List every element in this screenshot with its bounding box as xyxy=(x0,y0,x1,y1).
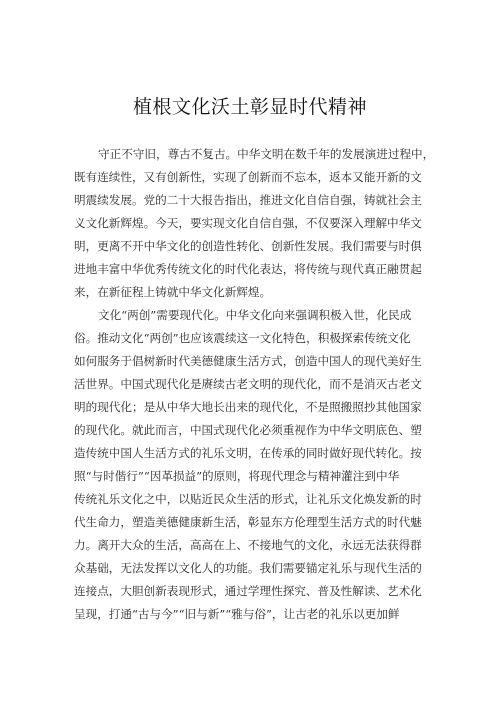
text-line: 文化“两创”需要现代化。中华文化向来强调积极入世，化民成 xyxy=(98,308,412,322)
text-line: 守正不守旧，尊古不复古。中华文明在数千年的发展演进过程中， xyxy=(98,147,435,161)
text-line: 造传统中国人生活方式的礼乐文明，在传承的同时做好现代转化。按 xyxy=(74,446,422,460)
text-line: 俗。推动文化“两创”也应该震续这一文化特色，积极探索传统文化 xyxy=(74,331,411,345)
text-line: 明的现代化；是从中华大地长出来的现代化，不是照搬照抄其他国家 xyxy=(74,400,422,414)
text-line: 进地丰富中华优秀传统文化的时代化表达，将传统与现代真正融贯起 xyxy=(74,262,422,276)
text-line: 代生命力，塑造美德健康新生活，彰显东方伦理型生活方式的时代魅 xyxy=(74,515,422,529)
text-line: 明，更离不开中华文化的创造性转化、创新性发展。我们需要与时俱 xyxy=(74,239,422,253)
text-line: 的现代化。就此而言，中国式现代化必须重视作为中华文明底色、塑 xyxy=(74,423,422,437)
text-line: 照“与时偕行”“因革损益”的原则，将现代理念与精神灌注到中华 xyxy=(74,469,400,483)
text-line: 义文化新辉煌。今天，要实现文化自信自强，不仅要深入理解中华文 xyxy=(74,216,422,230)
paragraph-2 xyxy=(74,304,444,626)
text-line: 既有连续性，又有创新性，实现了创新而不忘本，返本又能开新的文 xyxy=(74,170,422,184)
text-line: 传统礼乐文化之中，以贴近民众生活的形式，让礼乐文化焕发新的时 xyxy=(74,492,422,506)
text-line: 众基础，无法发挥以文化人的功能。我们需要锚定礼乐与现代生活的 xyxy=(74,561,422,575)
text-line: 来，在新征程上铸就中华文化新辉煌。 xyxy=(74,285,272,299)
text-line: 呈现，打通“古与今”“旧与新”“雅与俗”，让古老的礼乐以更加鲜 xyxy=(74,607,400,621)
text-line: 力。离开大众的生活，高高在上、不接地气的文化，永远无法获得群 xyxy=(74,538,422,552)
text-line: 如何服务于倡树新时代美德健康生活方式，创造中国人的现代美好生 xyxy=(74,354,422,368)
text-line: 连接点，大胆创新表现形式，通过学理性探究、普及性解读、艺术化 xyxy=(74,584,422,598)
text-line: 明震续发展。党的二十大报告指出，推进文化自信自强，铸就社会主 xyxy=(74,193,422,207)
text-line: 活世界。中国式现代化是赓续古老文明的现代化，而不是消灭古老文 xyxy=(74,377,422,391)
document-body xyxy=(74,143,444,626)
paragraph-1 xyxy=(74,143,444,304)
document-title: 植根文化沃土彰显时代精神 xyxy=(132,96,367,118)
